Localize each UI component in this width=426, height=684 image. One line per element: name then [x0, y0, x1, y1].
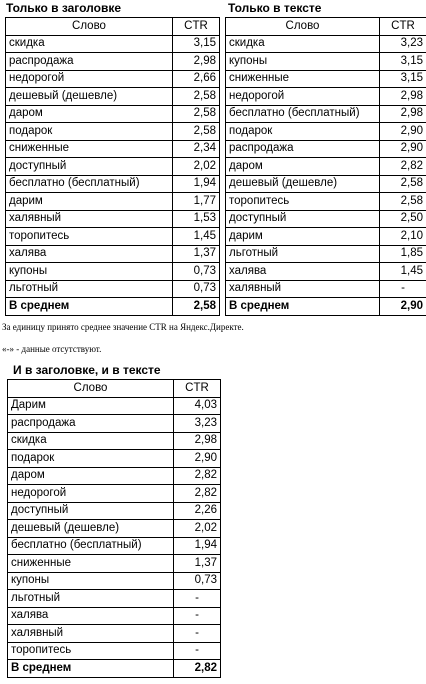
ctr-cell: 2,82 [174, 467, 221, 485]
average-row [6, 298, 220, 316]
average-label: В среднем [8, 660, 174, 678]
ctr-cell: - [174, 607, 221, 625]
column-header-ctr: CTR [174, 380, 221, 398]
word-cell: дешевый (дешевле) [6, 88, 173, 106]
ctr-cell: 2,58 [380, 175, 426, 193]
table-row [8, 397, 221, 415]
ctr-cell: 2,98 [380, 88, 426, 106]
ctr-cell: 2,02 [173, 158, 220, 176]
ctr-cell: 1,37 [174, 555, 221, 573]
ctr-cell: 2,58 [173, 123, 220, 141]
ctr-cell: 0,73 [173, 263, 220, 281]
column-header-word: Слово [226, 18, 380, 36]
table-row [226, 280, 426, 298]
table-row [8, 520, 221, 538]
word-cell: даром [8, 467, 174, 485]
table-row [226, 105, 426, 123]
ctr-table-both [7, 379, 221, 678]
table-row [6, 88, 220, 106]
table-row [226, 88, 426, 106]
word-cell: распродажа [8, 415, 174, 433]
word-cell: сниженные [226, 70, 380, 88]
table-row [226, 210, 426, 228]
table-row [8, 590, 221, 608]
word-cell: бесплатно (бесплатный) [6, 175, 173, 193]
word-cell: подарок [226, 123, 380, 141]
average-value: 2,90 [380, 298, 426, 316]
word-cell: халява [6, 245, 173, 263]
ctr-cell: 2,98 [380, 105, 426, 123]
word-cell: сниженные [6, 140, 173, 158]
word-cell: купоны [226, 53, 380, 71]
unit-note: За единицу принято среднее значение CTR на Яндекс.Директе. [2, 322, 244, 332]
table-row [6, 263, 220, 281]
ctr-cell: - [174, 642, 221, 660]
word-cell: халявный [8, 625, 174, 643]
ctr-cell: 1,37 [173, 245, 220, 263]
word-cell: халявный [226, 280, 380, 298]
table-row [8, 607, 221, 625]
ctr-cell: 1,94 [173, 175, 220, 193]
ctr-cell: 3,23 [174, 415, 221, 433]
word-cell: недорогой [6, 70, 173, 88]
word-cell: подарок [8, 450, 174, 468]
table-row [8, 502, 221, 520]
ctr-cell: 2,58 [173, 88, 220, 106]
table-row [6, 245, 220, 263]
table-header-row [8, 380, 221, 398]
table-row [8, 432, 221, 450]
word-cell: Дарим [8, 397, 174, 415]
ctr-cell: 1,77 [173, 193, 220, 211]
word-cell: недорогой [8, 485, 174, 503]
table-row [226, 70, 426, 88]
table-row [8, 642, 221, 660]
ctr-cell: 2,26 [174, 502, 221, 520]
table-header-row [6, 18, 220, 36]
column-header-word: Слово [6, 18, 173, 36]
word-cell: купоны [6, 263, 173, 281]
word-cell: даром [6, 105, 173, 123]
ctr-cell: 2,82 [174, 485, 221, 503]
average-row [226, 298, 426, 316]
table-row [6, 105, 220, 123]
table-row [8, 537, 221, 555]
table-row [8, 415, 221, 433]
ctr-cell: 1,94 [174, 537, 221, 555]
table-row [6, 53, 220, 71]
word-cell: льготный [8, 590, 174, 608]
ctr-cell: 1,45 [380, 263, 426, 281]
word-cell: льготный [6, 280, 173, 298]
table-row [6, 70, 220, 88]
word-cell: сниженные [8, 555, 174, 573]
word-cell: доступный [8, 502, 174, 520]
table-row [8, 467, 221, 485]
ctr-cell: 2,10 [380, 228, 426, 246]
word-cell: бесплатно (бесплатный) [226, 105, 380, 123]
table-row [8, 572, 221, 590]
ctr-cell: 2,90 [380, 123, 426, 141]
word-cell: подарок [6, 123, 173, 141]
ctr-cell: - [174, 625, 221, 643]
table-row [226, 35, 426, 53]
table-row [6, 228, 220, 246]
table-header-row [226, 18, 426, 36]
word-cell: скидка [6, 35, 173, 53]
table-row [226, 263, 426, 281]
ctr-cell: 3,15 [173, 35, 220, 53]
ctr-cell: - [380, 280, 426, 298]
ctr-cell: 2,34 [173, 140, 220, 158]
ctr-table-text-only [225, 17, 426, 316]
ctr-cell: 2,82 [380, 158, 426, 176]
ctr-cell: 4,03 [174, 397, 221, 415]
ctr-cell: 0,73 [174, 572, 221, 590]
ctr-cell: 2,90 [380, 140, 426, 158]
word-cell: льготный [226, 245, 380, 263]
table-row [226, 53, 426, 71]
ctr-table-headline-only [5, 17, 220, 316]
word-cell: скидка [8, 432, 174, 450]
word-cell: торопитесь [6, 228, 173, 246]
table-row [8, 625, 221, 643]
ctr-cell: 0,73 [173, 280, 220, 298]
ctr-cell: 3,15 [380, 53, 426, 71]
column-header-ctr: CTR [380, 18, 426, 36]
table-row [226, 123, 426, 141]
average-value: 2,82 [174, 660, 221, 678]
ctr-cell: - [174, 590, 221, 608]
ctr-cell: 3,23 [380, 35, 426, 53]
word-cell: торопитесь [8, 642, 174, 660]
dash-note: «-» - данные отсутствуют. [2, 344, 102, 354]
table-row [6, 280, 220, 298]
average-label: В среднем [226, 298, 380, 316]
ctr-cell: 1,85 [380, 245, 426, 263]
table-row [226, 193, 426, 211]
table-row [6, 210, 220, 228]
table-row [6, 158, 220, 176]
table-row [6, 140, 220, 158]
table-row [226, 175, 426, 193]
word-cell: халявный [6, 210, 173, 228]
word-cell: распродажа [6, 53, 173, 71]
table-title-text-only: Только в тексте [228, 1, 322, 15]
ctr-cell: 2,98 [173, 53, 220, 71]
word-cell: доступный [6, 158, 173, 176]
word-cell: дешевый (дешевле) [226, 175, 380, 193]
ctr-cell: 2,58 [173, 105, 220, 123]
ctr-cell: 2,66 [173, 70, 220, 88]
word-cell: дарим [6, 193, 173, 211]
table-row [6, 35, 220, 53]
table-row [6, 175, 220, 193]
word-cell: распродажа [226, 140, 380, 158]
ctr-cell: 3,15 [380, 70, 426, 88]
ctr-cell: 1,45 [173, 228, 220, 246]
table-row [226, 140, 426, 158]
table-row [226, 245, 426, 263]
word-cell: скидка [226, 35, 380, 53]
word-cell: даром [226, 158, 380, 176]
table-title-headline-only: Только в заголовке [6, 1, 122, 15]
table-row [8, 450, 221, 468]
ctr-cell: 1,53 [173, 210, 220, 228]
word-cell: недорогой [226, 88, 380, 106]
ctr-cell: 2,50 [380, 210, 426, 228]
table-row [8, 555, 221, 573]
ctr-cell: 2,98 [174, 432, 221, 450]
word-cell: халява [226, 263, 380, 281]
word-cell: халява [8, 607, 174, 625]
word-cell: доступный [226, 210, 380, 228]
average-row [8, 660, 221, 678]
average-label: В среднем [6, 298, 173, 316]
table-row [226, 228, 426, 246]
table-row [6, 123, 220, 141]
word-cell: купоны [8, 572, 174, 590]
column-header-ctr: CTR [173, 18, 220, 36]
ctr-cell: 2,02 [174, 520, 221, 538]
table-row [226, 158, 426, 176]
table-row [8, 485, 221, 503]
ctr-cell: 2,90 [174, 450, 221, 468]
word-cell: торопитесь [226, 193, 380, 211]
table-row [6, 193, 220, 211]
word-cell: бесплатно (бесплатный) [8, 537, 174, 555]
ctr-cell: 2,58 [380, 193, 426, 211]
average-value: 2,58 [173, 298, 220, 316]
table-title-both: И в заголовке, и в тексте [13, 363, 161, 377]
word-cell: дарим [226, 228, 380, 246]
column-header-word: Слово [8, 380, 174, 398]
word-cell: дешевый (дешевле) [8, 520, 174, 538]
